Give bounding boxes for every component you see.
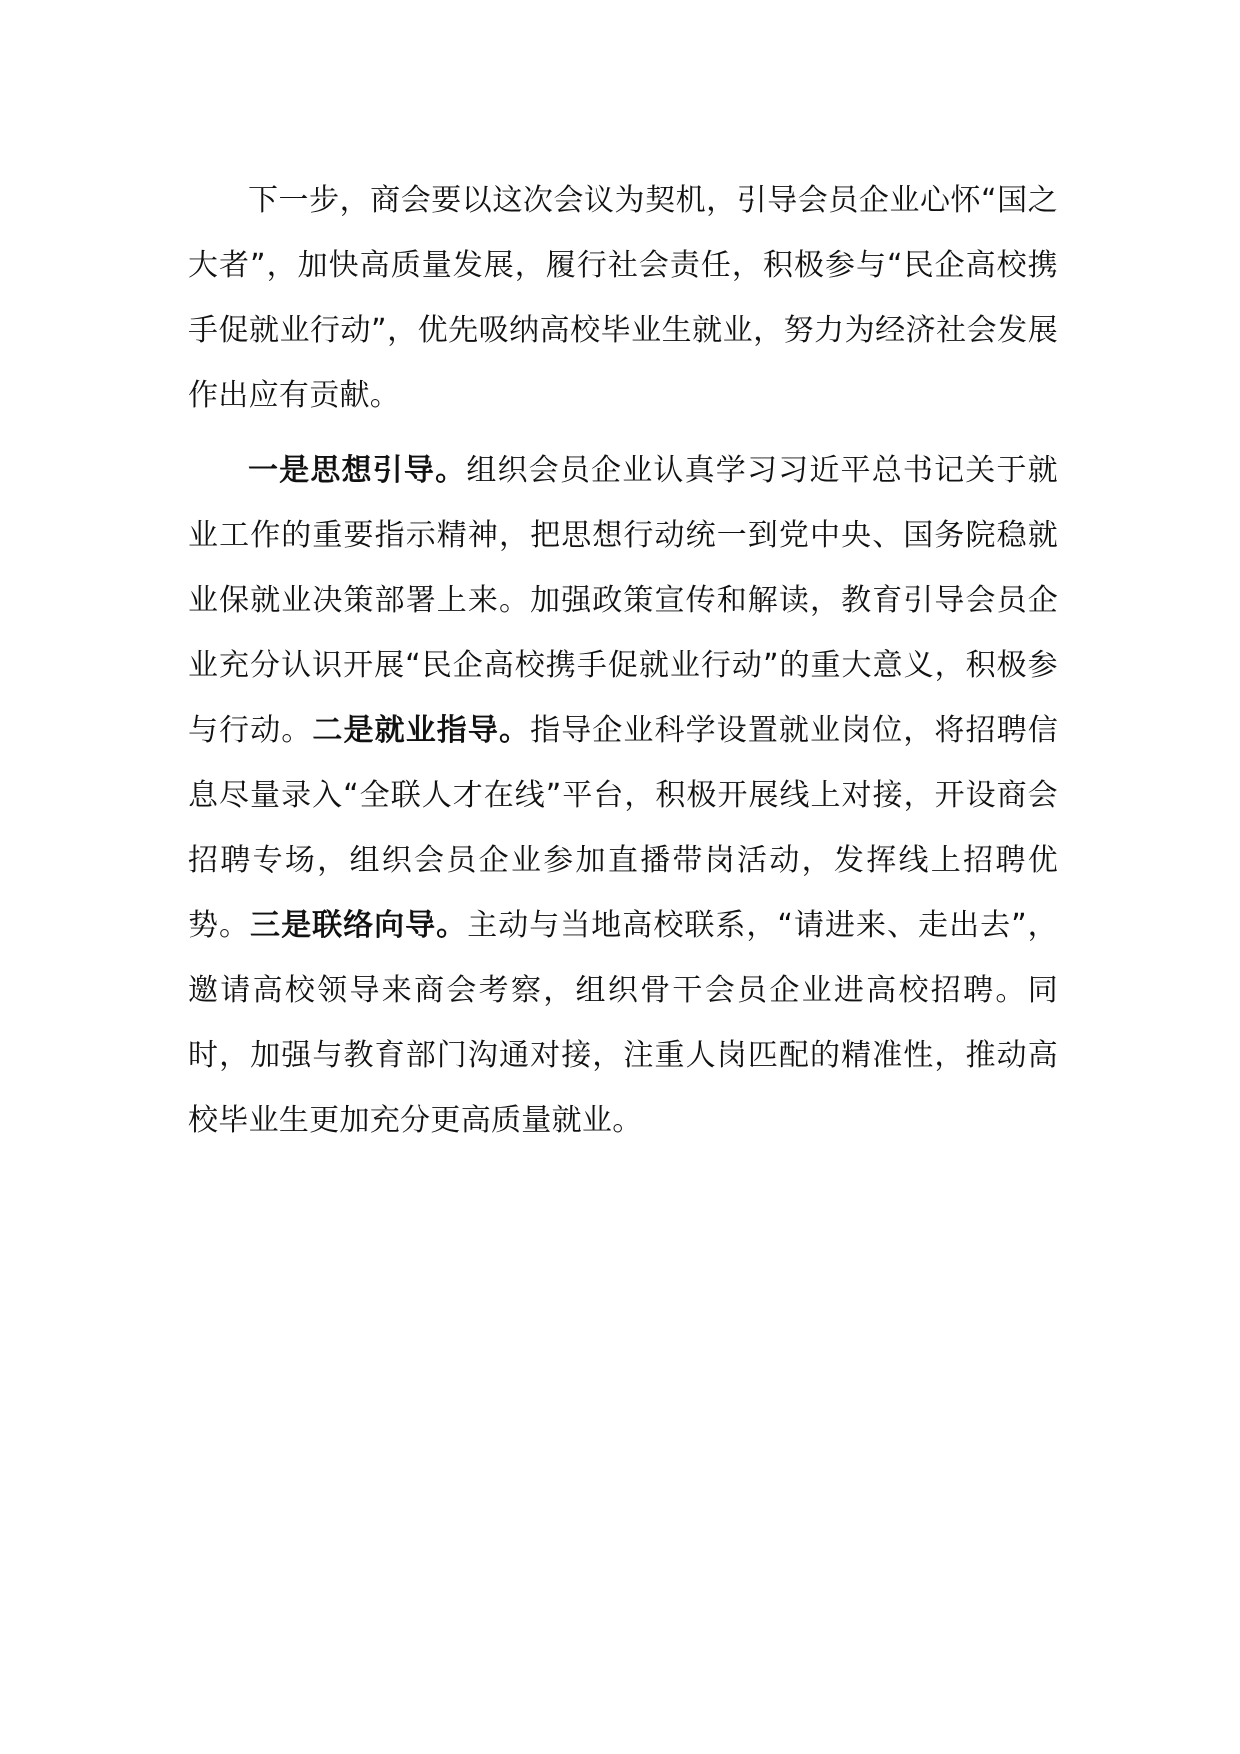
point1-heading: 一是思想引导。 [248, 453, 467, 488]
paragraph-next-steps [188, 168, 1058, 428]
point1-body: 组织会员企业认真学习习近平总书记关于就业工作的重要指示精神，把思想行动统一到党中央、国务院稳就业保就业决策部署上来。加强政策宣传和解读，教育引导会员企业充分认识开展“民企高校携手促就业行动”的重大意义，积极参与行动。 [188, 453, 1058, 748]
paragraph-three-measures [188, 438, 1058, 1153]
point3-body: 主动与当地高校联系，“请进来、走出去”，邀请高校领导来商会考察，组织骨干会员企业进高校招聘。同时，加强与教育部门沟通对接，注重人岗匹配的精准性，推动高校毕业生更加充分更高质量就业。 [188, 908, 1058, 1138]
point2-heading: 二是就业指导。 [312, 713, 531, 748]
point2-body: 指导企业科学设置就业岗位，将招聘信息尽量录入“全联人才在线”平台，积极开展线上对接，开设商会招聘专场，组织会员企业参加直播带岗活动，发挥线上招聘优势。 [188, 713, 1058, 943]
document-body [188, 168, 1058, 1153]
paragraph-next-steps-text: 下一步，商会要以这次会议为契机，引导会员企业心怀“国之大者”，加快高质量发展，履行社会责任，积极参与“民企高校携手促就业行动”，优先吸纳高校毕业生就业，努力为经济社会发展作出应有贡献。 [188, 183, 1058, 413]
point3-heading: 三是联络向导。 [250, 908, 468, 943]
